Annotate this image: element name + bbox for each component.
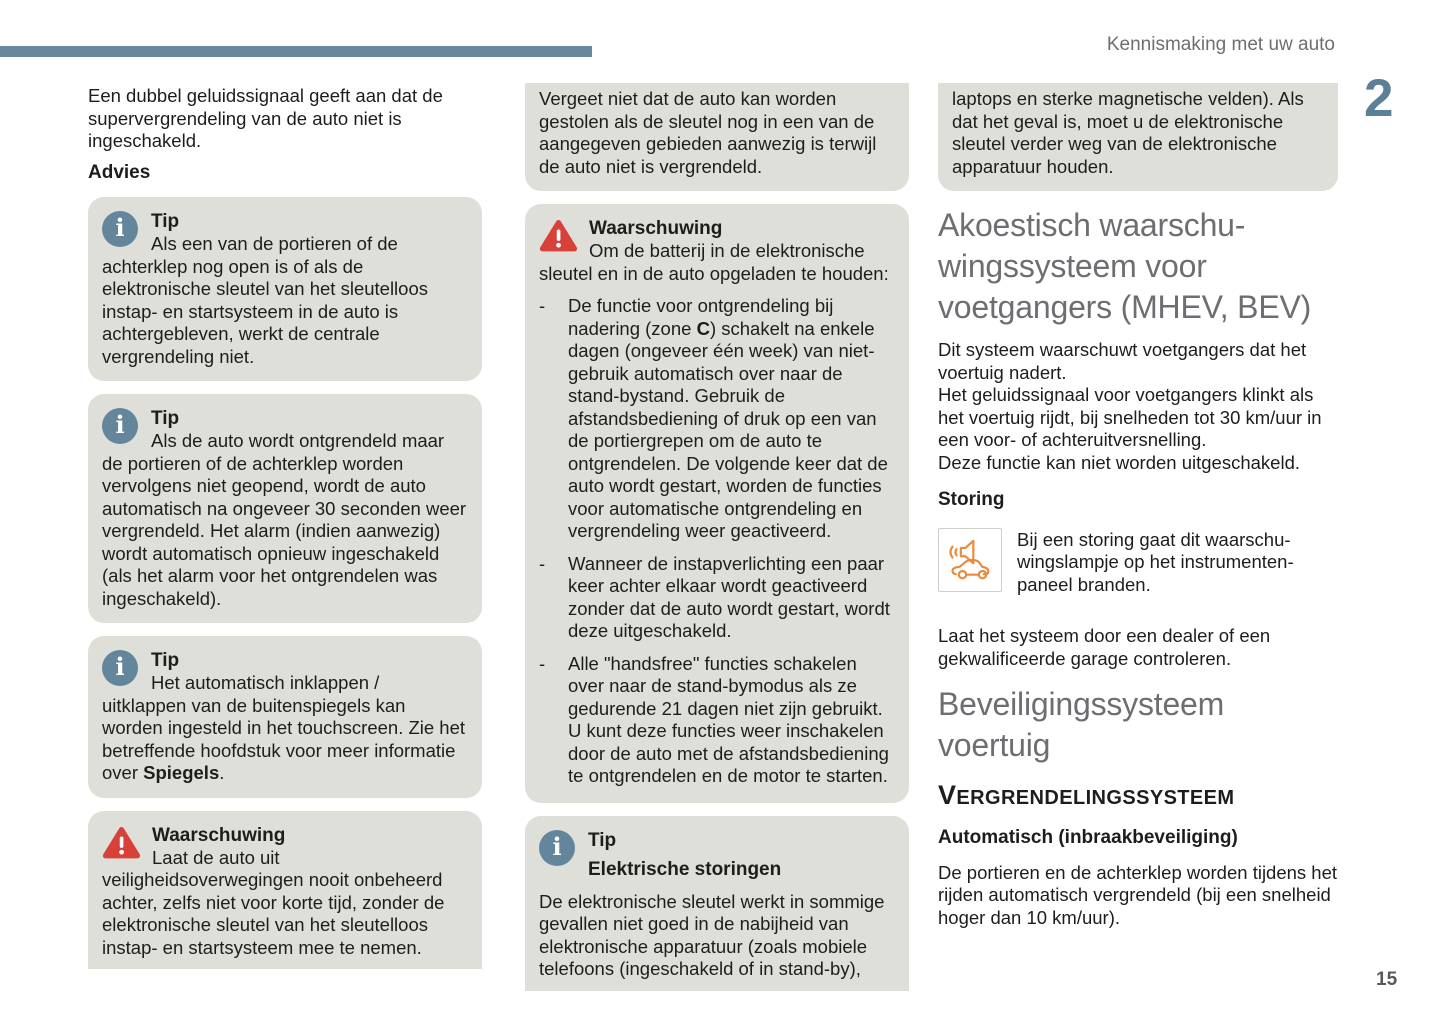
tip-bold-word: Spiegels bbox=[143, 762, 220, 783]
bullet-text bbox=[568, 295, 894, 543]
tip-title: Tip bbox=[588, 829, 617, 851]
tip-text-part: . bbox=[219, 762, 225, 783]
info-icon: i bbox=[102, 650, 138, 686]
warning-lamp-text: Bij een storing gaat dit waarschu-wingslampje op het instrumenten-paneel branden. bbox=[1017, 528, 1294, 595]
bullet-dash: - bbox=[539, 295, 546, 316]
continuation-text: Vergeet niet dat de auto kan worden gestolen als de sleutel nog in een van de aangegeven gebieden aanwezig is terwijl de auto niet is vergrendeld. bbox=[539, 88, 877, 177]
body-paragraph: Dit systeem waarschuwt voetgangers dat het voertuig nadert. bbox=[938, 339, 1307, 383]
warning-lamp-row bbox=[938, 528, 1338, 597]
column-left bbox=[88, 85, 482, 969]
locking-system-heading: VERGRENDELINGSSYSTEEM bbox=[938, 780, 1235, 810]
tip-title: Tip bbox=[151, 408, 180, 429]
body-paragraph: Deze functie kan niet worden uitgeschakeld. bbox=[938, 451, 1300, 473]
body-paragraph: De portieren en de achterklep worden tijdens het rijden automatisch vergrendeld (bij een snelheid hoger dan 10 km/uur). bbox=[938, 861, 1338, 928]
section-heading-security: Beveiligingssysteem voertuig bbox=[938, 686, 1225, 763]
advies-heading: Advies bbox=[88, 161, 151, 183]
bullet-dash: - bbox=[539, 552, 546, 574]
continuation-box-magnetic bbox=[938, 83, 1338, 191]
warning-text: Laat de auto uit veiligheidsoverwegingen nooit onbeheerd achter, zelfs niet voor korte tijd, zonder de elektronische sleutel van het sleutelloos instap- en startsysteem mee te nemen. bbox=[102, 846, 445, 958]
tip-text: Als de auto wordt ontgrendeld maar de portieren of de achterklep worden vervolgens niet geopend, wordt de auto automatisch na ongeveer 30 seconden weer vergrendeld. Het alarm (indien aanwezig) wordt automatisch opnieuw ingeschakeld (als het alarm voor het ontgrendelen was ingeschakeld). bbox=[102, 430, 467, 609]
chapter-number: 2 bbox=[1364, 69, 1394, 128]
bullet-text bbox=[568, 553, 894, 643]
intro-paragraph: Een dubbel geluidssignaal geeft aan dat de supervergrendeling van de auto niet is ingeschakeld. bbox=[88, 85, 443, 151]
list-item bbox=[539, 653, 894, 788]
warning-title: Waarschuwing bbox=[589, 218, 723, 239]
section-heading-acoustic: Akoestisch waarschu-wingssysteem voor voetgangers (MHEV, BEV) bbox=[938, 207, 1312, 325]
warning-bullet-list bbox=[539, 295, 894, 788]
tip-box-mirrors bbox=[88, 636, 482, 798]
storing-heading: Storing bbox=[938, 489, 1005, 510]
tip-subtitle: Elektrische storingen bbox=[588, 858, 782, 880]
tip-box-central-locking bbox=[88, 197, 482, 381]
pedestrian-warning-lamp-icon bbox=[938, 528, 1002, 592]
tip-title: Tip bbox=[151, 650, 180, 671]
bullet-text bbox=[568, 653, 894, 788]
warning-title: Waarschuwing bbox=[152, 824, 286, 846]
continuation-box-theft bbox=[525, 83, 909, 191]
warning-box-battery bbox=[525, 204, 909, 803]
warning-box-key bbox=[88, 811, 482, 970]
car-sound-icon bbox=[945, 535, 995, 585]
tip-box-relock bbox=[88, 394, 482, 623]
page-number: 15 bbox=[1376, 969, 1398, 990]
tip-text: De elektronische sleutel werkt in sommige gevallen niet goed in de nabijheid van elektronische apparatuur (zoals mobiele telefoons (ingeschakeld of in stand-by), bbox=[539, 890, 885, 979]
warning-triangle-icon bbox=[102, 825, 141, 860]
continuation-text: laptops en sterke magnetische velden). Als dat het geval is, moet u de elektronische sleutel verder weg van de elektronische apparatuur houden. bbox=[952, 88, 1304, 177]
bullet-text-part: ) schakelt na enkele dagen (ongeveer één week) van niet-gebruik automatisch over naar de stand-bystand. Gebruik de afstandsbediening of druk op een van de portiergrepen om de auto te ontgrendelen. De volgende keer dat de auto wordt gestart, worden de functies voor automatische ontgrendeling en vergrendeling weer geactiveerd. bbox=[568, 317, 888, 541]
tip-text-part: Het automatisch inklappen / uitklappen van de buitenspiegels kan worden ingesteld in het touchscreen. Zie het betreffende hoofdstuk voor meer informatie over bbox=[102, 672, 466, 783]
section-title: Kennismaking met uw auto bbox=[1106, 34, 1335, 55]
dealer-paragraph: Laat het systeem door een dealer of een gekwalificeerde garage controleren. bbox=[938, 625, 1271, 669]
list-item bbox=[539, 295, 894, 543]
column-right bbox=[938, 83, 1338, 929]
tip-text: Als een van de portieren of de achterklep nog open is of als de elektronische sleutel van het sleutelloos instap- en startsysteem in de auto is achtergebleven, werkt de centrale vergrendeling niet. bbox=[102, 233, 428, 367]
bullet-dash: - bbox=[539, 652, 546, 674]
bullet-bold: C bbox=[696, 317, 710, 339]
warning-intro: Om de batterij in de elektronische sleutel en in de auto opgeladen te houden: bbox=[539, 240, 889, 284]
warning-triangle-icon bbox=[539, 218, 578, 253]
bullet-text-part: Wanneer de instapverlichting een paar keer achter elkaar wordt geactiveerd zonder dat de auto wordt gestart, wordt deze uitgeschakeld. bbox=[568, 552, 890, 641]
info-icon: i bbox=[102, 211, 138, 247]
column-middle bbox=[525, 83, 909, 991]
automatic-heading: Automatisch (inbraakbeveiliging) bbox=[938, 827, 1238, 848]
body-paragraph: Het geluidssignaal voor voetgangers klinkt als het voertuig rijdt, bij snelheden tot 30 km/uur in een voor- of achteruitversnelling. bbox=[938, 384, 1322, 450]
bullet-text-part: Alle "handsfree" functies schakelen over naar de stand-bymodus als ze gedurende 21 dagen niet zijn gebruikt. U kunt deze functies weer inschakelen door de auto met de afstandsbediening te ontgrendelen en de motor te starten. bbox=[568, 652, 889, 786]
tip-box-electrical bbox=[525, 816, 909, 991]
list-item bbox=[539, 553, 894, 643]
tip-text bbox=[102, 672, 467, 785]
info-icon: i bbox=[102, 408, 138, 444]
header-accent-bar bbox=[0, 46, 592, 57]
bullet-text-part: De functie voor ontgrendeling bij nadering (zone bbox=[568, 295, 834, 339]
tip-title: Tip bbox=[151, 211, 180, 232]
info-icon: i bbox=[539, 830, 575, 866]
